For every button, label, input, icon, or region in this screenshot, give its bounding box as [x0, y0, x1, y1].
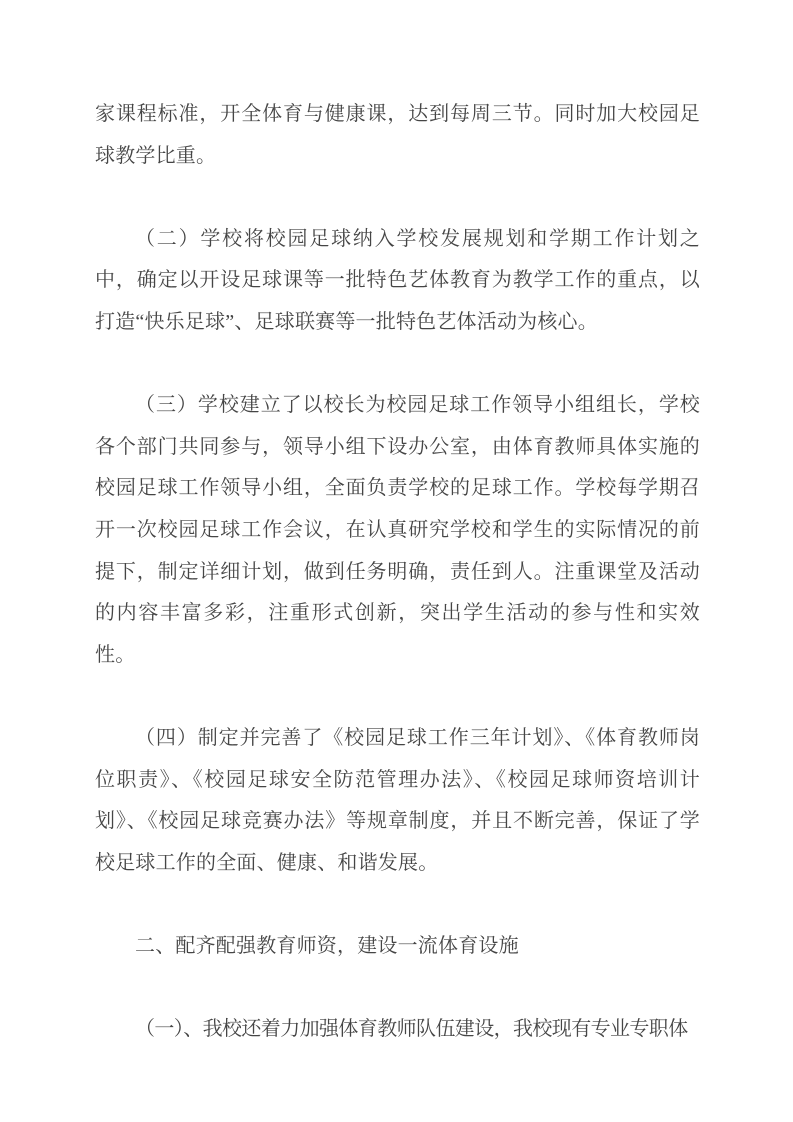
paragraph-continuation: 家课程标准，开全体育与健康课，达到每周三节。同时加大校园足球教学比重。	[95, 103, 700, 167]
paragraph-item-4: （四）制定并完善了《校园足球工作三年计划》、《体育教师岗位职责》、《校园足球安全防范管理办法》、《校园足球师资培训计划》、《校园足球竞赛办法》等规章制度，并且不断完善，保证了学校足球工作的全面、健康、和谐发展。	[95, 726, 700, 874]
paragraph-item-1-truncated: （一）、我校还着力加强体育教师队伍建设，我校现有专业专职体	[135, 1018, 688, 1041]
section-heading-2: 二、配齐配强教育师资，建设一流体育设施	[135, 934, 519, 957]
page-content	[95, 94, 700, 1051]
paragraph-item-3: （三）学校建立了以校长为校园足球工作领导小组组长，学校各个部门共同参与，领导小组下设办公室，由体育教师具体实施的校园足球工作领导小组，全面负责学校的足球工作。学校每学期召开一次校园足球工作会议，在认真研究学校和学生的实际情况的前提下，制定详细计划，做到任务明确，责任到人。注重课堂及活动的内容丰富多彩，注重形式创新，突出学生活动的参与性和实效性。	[95, 394, 700, 666]
paragraph-item-2: （二）学校将校园足球纳入学校发展规划和学期工作计划之中，确定以开设足球课等一批特色艺体教育为教学工作的重点，以打造“快乐足球”、足球联赛等一批特色艺体活动为核心。	[95, 227, 700, 333]
